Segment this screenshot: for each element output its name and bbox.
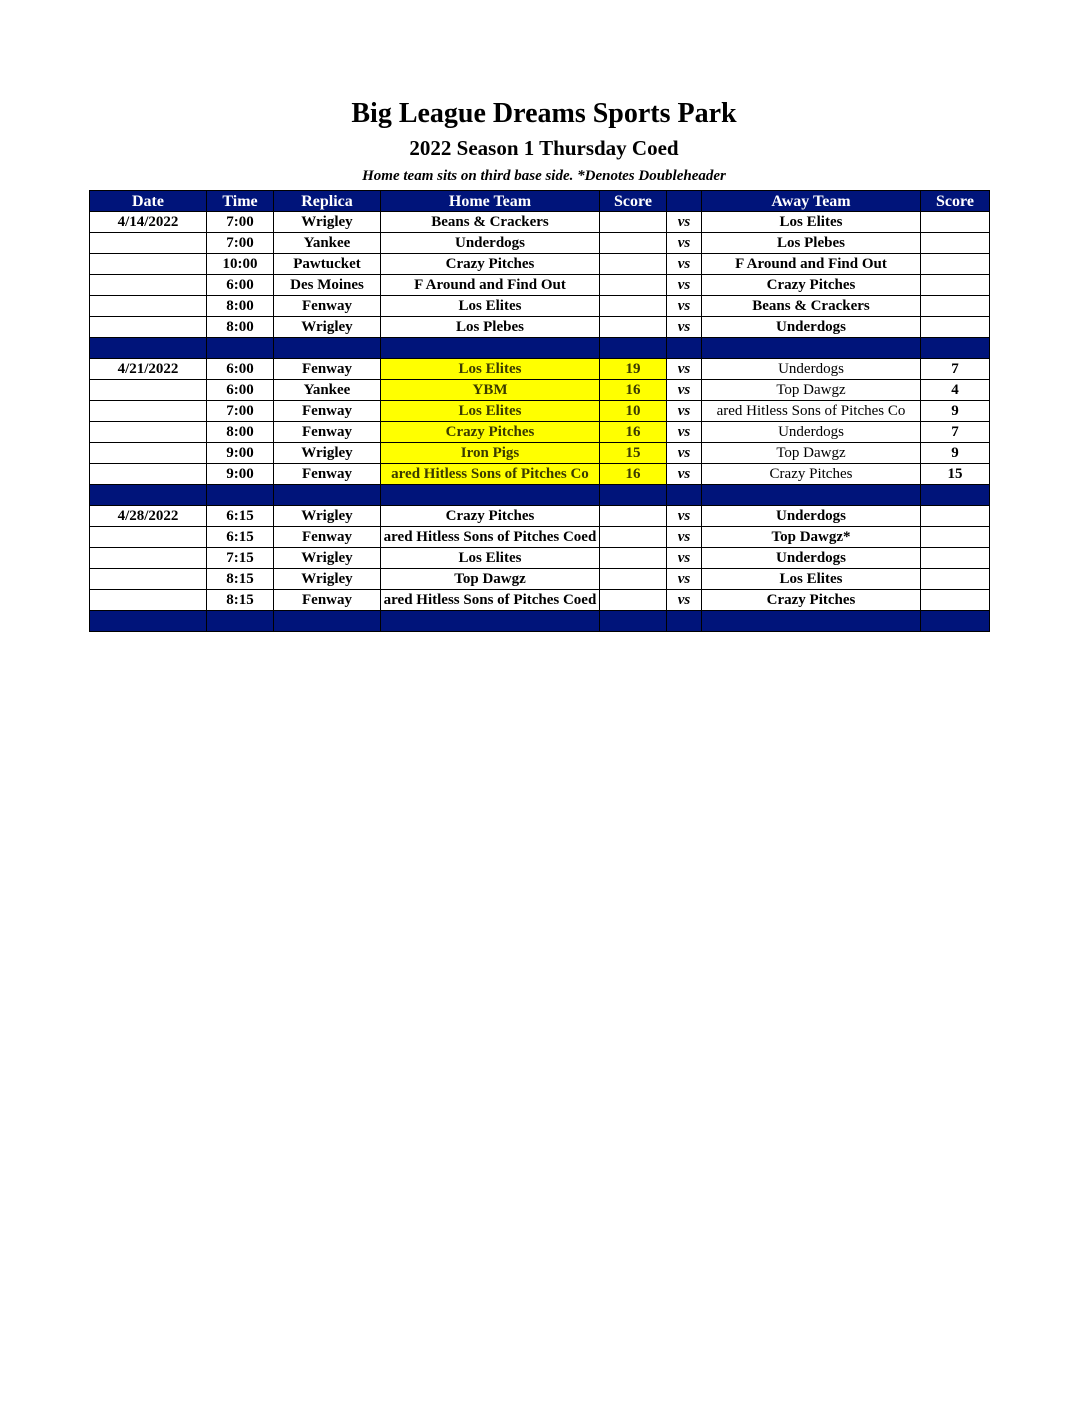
away-team-cell	[702, 317, 921, 338]
home-team-cell	[381, 401, 600, 422]
page-subtitle: 2022 Season 1 Thursday Coed	[409, 136, 679, 160]
separator-cell	[381, 611, 600, 632]
away-team-text: F Around and Find Out	[735, 255, 887, 272]
home-team-text: Beans & Crackers	[431, 213, 549, 230]
col-time: Time	[207, 191, 274, 212]
away-score-cell	[921, 569, 990, 590]
time-cell: 10:00	[207, 254, 274, 275]
home-team-text: Underdogs	[454, 234, 525, 251]
week-separator-row	[90, 611, 990, 632]
table-row	[90, 590, 990, 611]
home-score-cell: 19	[600, 359, 667, 380]
away-score-cell	[921, 527, 990, 548]
away-score-cell: 9	[921, 443, 990, 464]
separator-cell	[90, 485, 207, 506]
time-cell: 8:00	[207, 296, 274, 317]
separator-cell	[667, 611, 702, 632]
home-team-cell	[381, 254, 600, 275]
vs-cell: vs	[667, 275, 702, 296]
col-away-score: Score	[921, 191, 990, 212]
separator-cell	[921, 485, 990, 506]
away-team-cell	[702, 233, 921, 254]
home-team-cell	[381, 233, 600, 254]
home-team-cell	[381, 317, 600, 338]
separator-cell	[600, 611, 667, 632]
separator-cell	[667, 485, 702, 506]
home-team-text: Crazy Pitches	[445, 423, 535, 440]
table-row	[90, 422, 990, 443]
table-row	[90, 296, 990, 317]
time-cell: 7:00	[207, 401, 274, 422]
time-cell: 6:00	[207, 359, 274, 380]
away-score-cell: 15	[921, 464, 990, 485]
time-cell: 9:00	[207, 443, 274, 464]
home-score-cell: 16	[600, 380, 667, 401]
vs-cell: vs	[667, 443, 702, 464]
away-team-text: Underdogs	[778, 360, 844, 377]
replica-cell: Yankee	[274, 233, 381, 254]
away-team-text: Los Plebes	[777, 234, 845, 251]
home-score-cell	[600, 296, 667, 317]
home-score-cell	[600, 275, 667, 296]
separator-cell	[381, 485, 600, 506]
home-team-cell	[381, 359, 600, 380]
away-team-text: Crazy Pitches	[769, 465, 853, 482]
date-cell: 4/14/2022	[90, 212, 207, 233]
separator-cell	[207, 611, 274, 632]
separator-cell	[274, 611, 381, 632]
vs-cell: vs	[667, 527, 702, 548]
away-team-text: Underdogs	[778, 423, 844, 440]
table-row	[90, 317, 990, 338]
away-team-cell	[702, 380, 921, 401]
home-score-cell	[600, 212, 667, 233]
schedule-table	[89, 190, 990, 632]
vs-cell: vs	[667, 233, 702, 254]
away-team-text: Los Elites	[779, 570, 843, 587]
date-cell	[90, 317, 207, 338]
away-score-cell	[921, 548, 990, 569]
replica-cell: Fenway	[274, 590, 381, 611]
date-cell	[90, 422, 207, 443]
table-row	[90, 275, 990, 296]
home-team-text: Crazy Pitches	[445, 507, 535, 524]
away-score-cell	[921, 275, 990, 296]
away-team-cell	[702, 506, 921, 527]
vs-cell: vs	[667, 254, 702, 275]
separator-cell	[207, 338, 274, 359]
separator-cell	[702, 485, 921, 506]
home-team-cell	[381, 443, 600, 464]
separator-cell	[381, 338, 600, 359]
home-team-text: Crazy Pitches	[445, 255, 535, 272]
vs-cell: vs	[667, 359, 702, 380]
time-cell: 6:15	[207, 506, 274, 527]
away-score-cell	[921, 254, 990, 275]
home-team-text: Los Elites	[458, 549, 522, 566]
time-cell: 7:15	[207, 548, 274, 569]
col-away-team: Away Team	[702, 191, 921, 212]
home-team-cell	[381, 506, 600, 527]
vs-cell: vs	[667, 401, 702, 422]
away-team-cell	[702, 527, 921, 548]
date-cell	[90, 233, 207, 254]
home-team-text: ared Hitless Sons of Pitches Co	[391, 465, 589, 482]
home-score-cell	[600, 590, 667, 611]
separator-cell	[667, 338, 702, 359]
replica-cell: Wrigley	[274, 317, 381, 338]
header-row	[90, 191, 990, 212]
table-row	[90, 443, 990, 464]
page-note: Home team sits on third base side. *Denotes Doubleheader	[362, 168, 726, 184]
away-score-cell	[921, 317, 990, 338]
vs-cell: vs	[667, 548, 702, 569]
time-cell: 7:00	[207, 233, 274, 254]
away-team-cell	[702, 254, 921, 275]
away-team-cell	[702, 401, 921, 422]
date-cell	[90, 590, 207, 611]
away-team-text: Top Dawgz	[776, 381, 846, 398]
home-score-cell	[600, 569, 667, 590]
replica-cell: Fenway	[274, 359, 381, 380]
replica-cell: Fenway	[274, 527, 381, 548]
home-team-text: YBM	[472, 381, 508, 398]
vs-cell: vs	[667, 422, 702, 443]
table-row	[90, 254, 990, 275]
away-score-cell	[921, 212, 990, 233]
col-date: Date	[90, 191, 207, 212]
time-cell: 9:00	[207, 464, 274, 485]
home-team-text: Los Elites	[458, 360, 522, 377]
replica-cell: Yankee	[274, 380, 381, 401]
replica-cell: Fenway	[274, 296, 381, 317]
col-home-score: Score	[600, 191, 667, 212]
replica-cell: Des Moines	[274, 275, 381, 296]
vs-cell: vs	[667, 590, 702, 611]
replica-cell: Fenway	[274, 401, 381, 422]
time-cell: 7:00	[207, 212, 274, 233]
separator-cell	[600, 338, 667, 359]
home-team-cell	[381, 569, 600, 590]
time-cell: 6:00	[207, 380, 274, 401]
away-team-cell	[702, 464, 921, 485]
home-team-cell	[381, 527, 600, 548]
time-cell: 6:00	[207, 275, 274, 296]
separator-cell	[921, 611, 990, 632]
time-cell: 8:00	[207, 422, 274, 443]
col-home-team: Home Team	[381, 191, 600, 212]
replica-cell: Fenway	[274, 464, 381, 485]
away-score-cell	[921, 506, 990, 527]
away-team-text: Underdogs	[775, 549, 846, 566]
date-cell: 4/21/2022	[90, 359, 207, 380]
away-team-text: Los Elites	[779, 213, 843, 230]
away-team-cell	[702, 443, 921, 464]
week-separator-row	[90, 485, 990, 506]
home-score-cell: 16	[600, 464, 667, 485]
week-separator-row	[90, 338, 990, 359]
table-row	[90, 359, 990, 380]
away-score-cell: 4	[921, 380, 990, 401]
replica-cell: Wrigley	[274, 569, 381, 590]
time-cell: 8:15	[207, 569, 274, 590]
home-team-text: Iron Pigs	[460, 444, 520, 461]
vs-cell: vs	[667, 296, 702, 317]
home-team-cell	[381, 422, 600, 443]
separator-cell	[207, 485, 274, 506]
away-score-cell: 9	[921, 401, 990, 422]
vs-cell: vs	[667, 212, 702, 233]
table-row	[90, 506, 990, 527]
replica-cell: Fenway	[274, 422, 381, 443]
table-row	[90, 569, 990, 590]
separator-cell	[274, 338, 381, 359]
table-row	[90, 527, 990, 548]
vs-cell: vs	[667, 569, 702, 590]
away-team-cell	[702, 590, 921, 611]
home-team-text: ared Hitless Sons of Pitches Coed	[383, 528, 597, 545]
home-team-cell	[381, 275, 600, 296]
away-team-cell	[702, 359, 921, 380]
home-team-cell	[381, 464, 600, 485]
replica-cell: Wrigley	[274, 506, 381, 527]
away-team-text: Crazy Pitches	[766, 591, 856, 608]
home-team-text: F Around and Find Out	[414, 276, 566, 293]
away-team-cell	[702, 212, 921, 233]
home-score-cell	[600, 317, 667, 338]
home-score-cell	[600, 527, 667, 548]
away-team-cell	[702, 296, 921, 317]
home-score-cell: 16	[600, 422, 667, 443]
home-team-cell	[381, 296, 600, 317]
date-cell	[90, 401, 207, 422]
separator-cell	[600, 485, 667, 506]
home-team-cell	[381, 548, 600, 569]
home-team-text: Top Dawgz	[454, 570, 526, 587]
time-cell: 6:15	[207, 527, 274, 548]
separator-cell	[274, 485, 381, 506]
away-team-cell	[702, 569, 921, 590]
home-team-cell	[381, 590, 600, 611]
separator-cell	[921, 338, 990, 359]
date-cell	[90, 527, 207, 548]
home-score-cell	[600, 254, 667, 275]
away-score-cell	[921, 233, 990, 254]
table-row	[90, 233, 990, 254]
away-team-text: Underdogs	[775, 507, 846, 524]
time-cell: 8:00	[207, 317, 274, 338]
away-score-cell: 7	[921, 359, 990, 380]
away-team-cell	[702, 275, 921, 296]
vs-cell: vs	[667, 317, 702, 338]
table-row	[90, 548, 990, 569]
page-title: Big League Dreams Sports Park	[351, 98, 737, 129]
home-team-cell	[381, 212, 600, 233]
separator-cell	[90, 611, 207, 632]
home-team-text: Los Elites	[458, 402, 522, 419]
separator-cell	[702, 338, 921, 359]
home-score-cell: 15	[600, 443, 667, 464]
schedule-body	[90, 212, 990, 632]
date-cell	[90, 380, 207, 401]
col-replica: Replica	[274, 191, 381, 212]
away-team-cell	[702, 548, 921, 569]
separator-cell	[702, 611, 921, 632]
separator-cell	[90, 338, 207, 359]
vs-cell: vs	[667, 506, 702, 527]
col-vs	[667, 191, 702, 212]
away-team-text: Underdogs	[775, 318, 846, 335]
replica-cell: Pawtucket	[274, 254, 381, 275]
date-cell	[90, 569, 207, 590]
away-team-text: Crazy Pitches	[766, 276, 856, 293]
table-row	[90, 464, 990, 485]
date-cell	[90, 464, 207, 485]
date-cell	[90, 443, 207, 464]
home-team-text: ared Hitless Sons of Pitches Coed	[383, 591, 597, 608]
home-score-cell	[600, 233, 667, 254]
home-team-text: Los Plebes	[456, 318, 524, 335]
table-row	[90, 380, 990, 401]
table-row	[90, 401, 990, 422]
date-cell	[90, 275, 207, 296]
table-row	[90, 212, 990, 233]
away-score-cell	[921, 296, 990, 317]
date-cell	[90, 548, 207, 569]
home-score-cell: 10	[600, 401, 667, 422]
away-team-text: Top Dawgz	[776, 444, 846, 461]
home-score-cell	[600, 548, 667, 569]
away-score-cell	[921, 590, 990, 611]
away-team-text: Beans & Crackers	[752, 297, 870, 314]
away-team-text: ared Hitless Sons of Pitches Co	[716, 402, 906, 419]
vs-cell: vs	[667, 464, 702, 485]
date-cell	[90, 254, 207, 275]
replica-cell: Wrigley	[274, 548, 381, 569]
replica-cell: Wrigley	[274, 443, 381, 464]
away-team-text: Top Dawgz*	[771, 528, 851, 545]
home-team-cell	[381, 380, 600, 401]
time-cell: 8:15	[207, 590, 274, 611]
date-cell	[90, 296, 207, 317]
home-score-cell	[600, 506, 667, 527]
replica-cell: Wrigley	[274, 212, 381, 233]
date-cell: 4/28/2022	[90, 506, 207, 527]
away-team-cell	[702, 422, 921, 443]
vs-cell: vs	[667, 380, 702, 401]
home-team-text: Los Elites	[458, 297, 522, 314]
away-score-cell: 7	[921, 422, 990, 443]
